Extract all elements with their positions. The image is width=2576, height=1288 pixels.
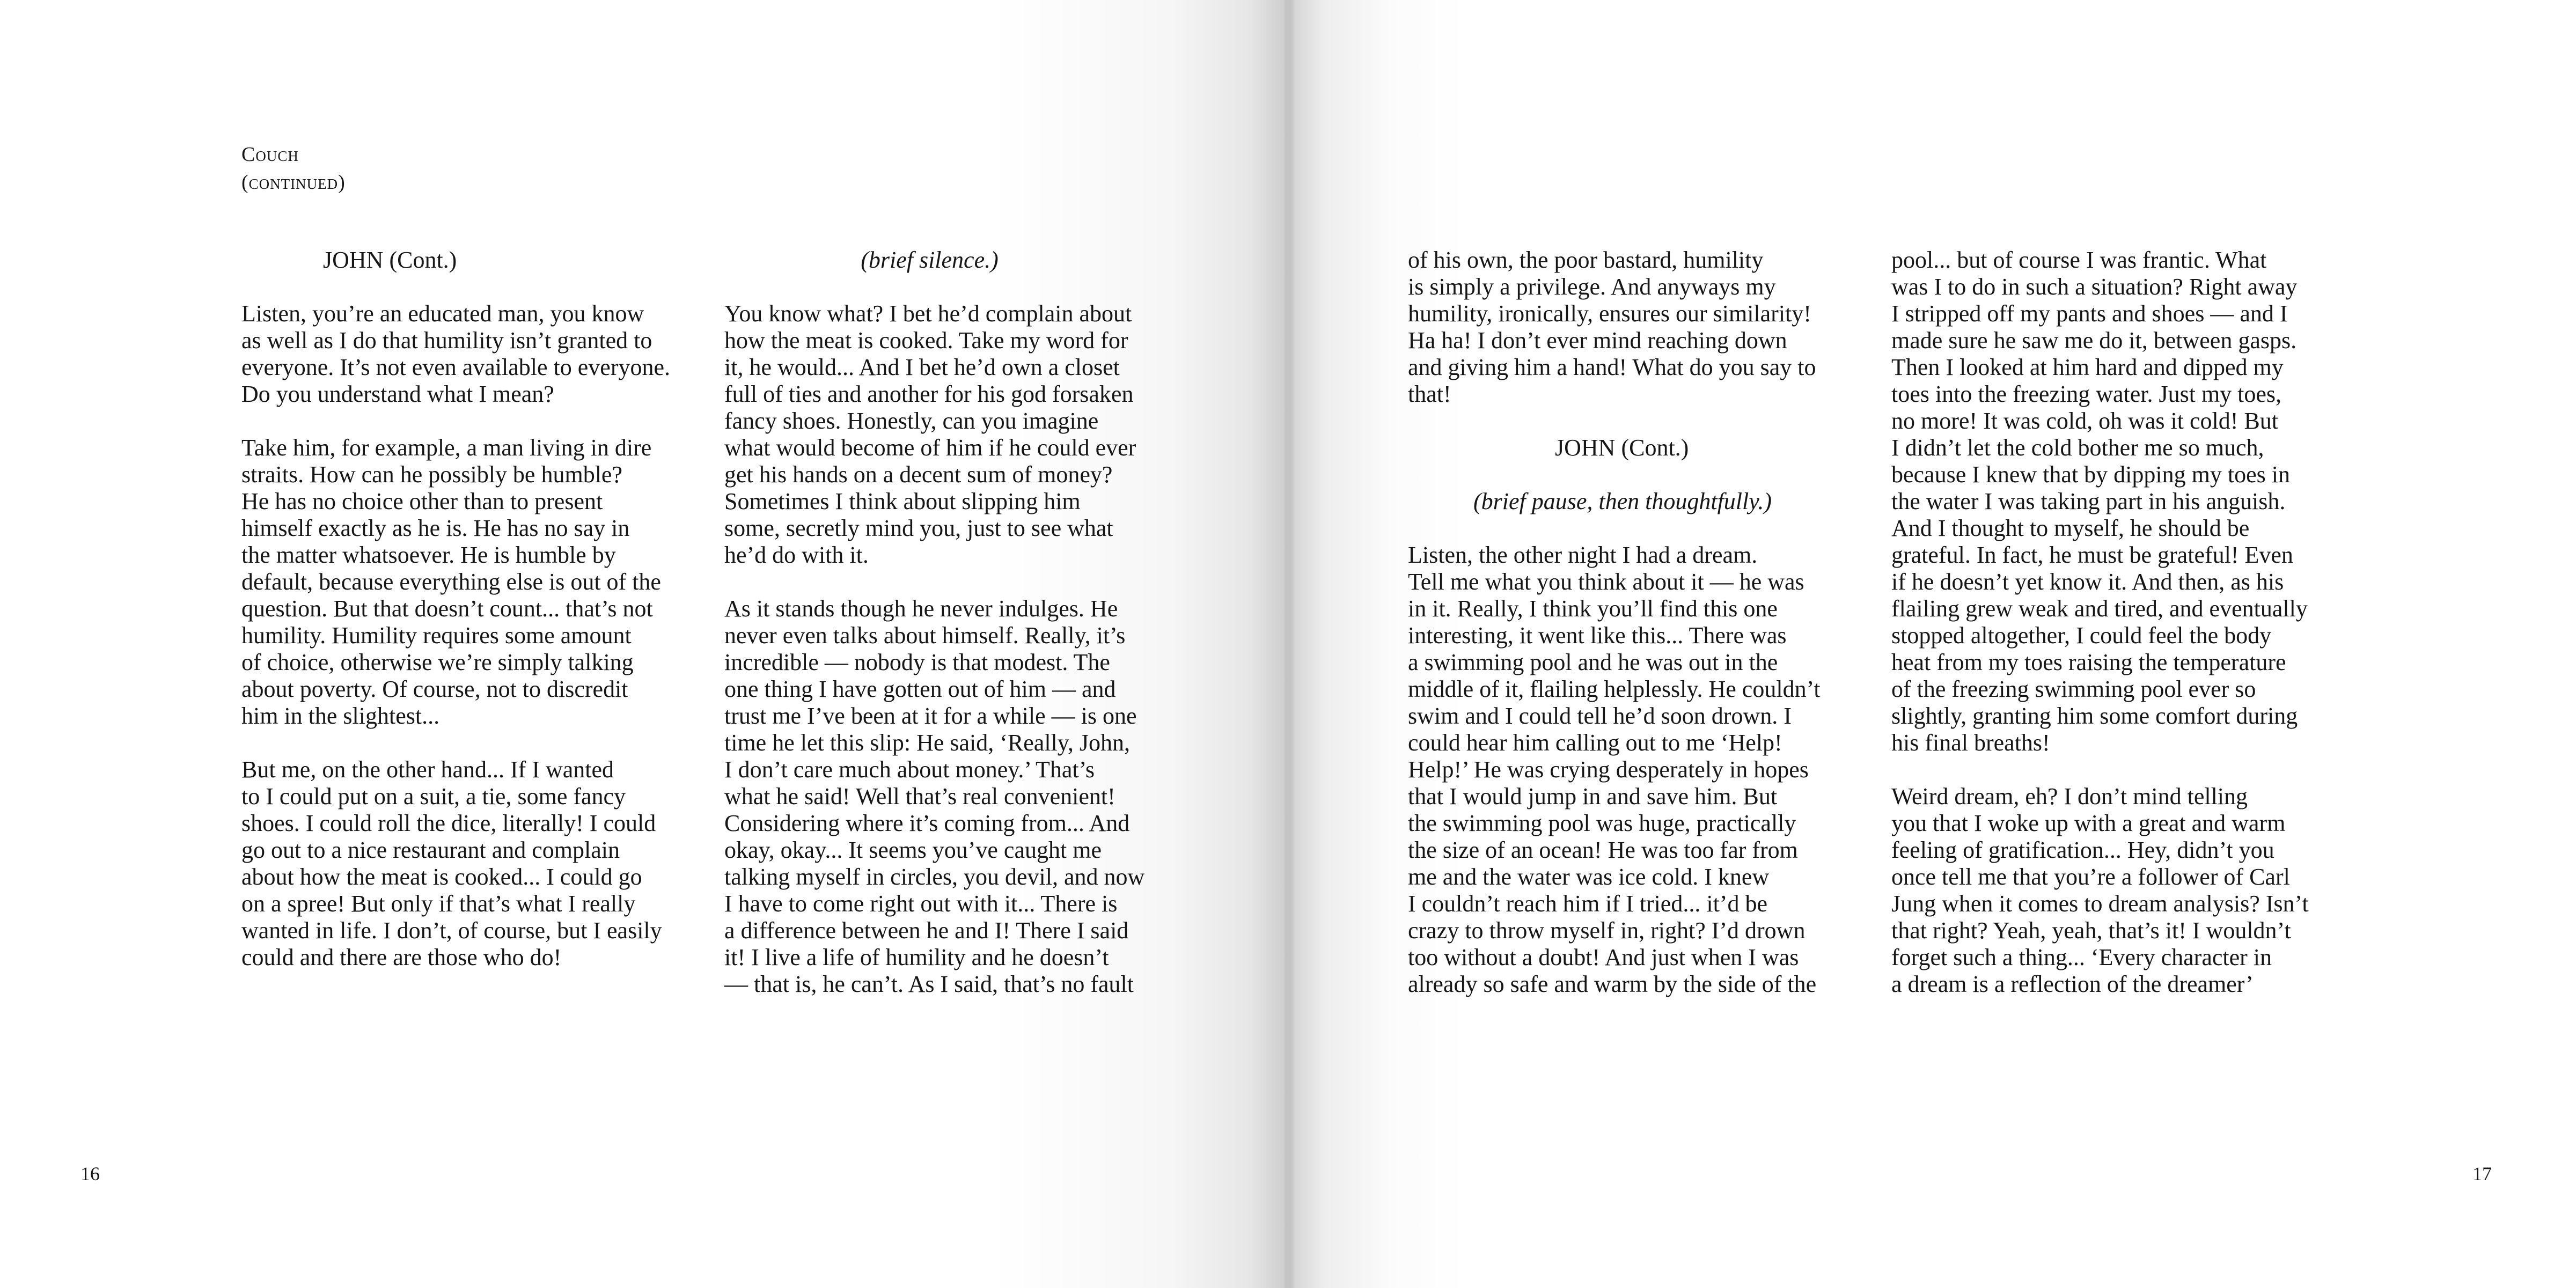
text-line: swim and I could tell he’d soon drown. I [1408, 703, 1792, 729]
text-line: some, secretly mind you, just to see what [724, 515, 1113, 541]
text-line: get his hands on a decent sum of money? [724, 461, 1113, 488]
right-page [1288, 0, 2576, 1288]
dialogue-paragraph [1408, 247, 1859, 408]
text-line: it, he would... And I bet he’d own a closet [724, 354, 1120, 380]
text-line: crazy to throw myself in, right? I’d drown [1408, 917, 1806, 944]
text-line: him in the slightest... [241, 703, 440, 729]
text-line: made sure he saw me do it, between gasps. [1891, 327, 2297, 354]
text-line: I couldn’t reach him if I tried... it’d be [1408, 890, 1767, 917]
text-line: Ha ha! I don’t ever mind reaching down [1408, 327, 1787, 354]
text-line: talking myself in circles, you devil, and now [724, 864, 1145, 890]
character-cue: JOHN (Cont.) [1555, 435, 1689, 461]
text-line: the water I was taking part in his anguish. [1891, 488, 2286, 514]
parenthetical: (brief pause, then thoughtfully.) [1473, 488, 1772, 514]
text-line: shoes. I could roll the dice, literally! I could [241, 810, 656, 836]
text-line: okay, okay... It seems you’ve caught me [724, 837, 1102, 863]
text-line: middle of it, flailing helplessly. He couldn’t [1408, 676, 1821, 702]
text-line: never even talks about himself. Really, it’s [724, 622, 1126, 649]
text-line: too without a doubt! And just when I was [1408, 944, 1799, 970]
text-line: if he doesn’t yet know it. And then, as his [1891, 569, 2284, 595]
text-line: I didn’t let the cold bother me so much, [1891, 435, 2264, 461]
text-line: is simply a privilege. And anyways my [1408, 274, 1776, 300]
text-line: a dream is a reflection of the dreamer’ [1891, 971, 2254, 997]
dialogue-paragraph [241, 756, 692, 971]
dialogue-paragraph [724, 300, 1175, 569]
text-line: Considering where it’s coming from... And [724, 810, 1130, 836]
parenthetical: (brief silence.) [861, 247, 999, 273]
text-line: I stripped off my pants and shoes — and I [1891, 300, 2288, 327]
text-line: was I to do in such a situation? Right away [1891, 274, 2298, 300]
text-line: Listen, you’re an educated man, you know [241, 300, 644, 327]
dialogue-paragraph [241, 300, 692, 408]
dialogue-paragraph [1891, 783, 2342, 998]
text-line: a swimming pool and he was out in the [1408, 649, 1778, 675]
dialogue-paragraph [724, 595, 1175, 998]
text-line: I have to come right out with it... There is [724, 890, 1118, 917]
column-4 [1891, 247, 2342, 998]
text-line: Listen, the other night I had a dream. [1408, 542, 1758, 568]
text-line: of choice, otherwise we’re simply talking [241, 649, 634, 675]
text-line: me and the water was ice cold. I knew [1408, 864, 1770, 890]
text-line: that I would jump in and save him. But [1408, 783, 1778, 809]
text-line: the swimming pool was huge, practically [1408, 810, 1796, 836]
column-3 [1408, 247, 1859, 998]
text-line: full of ties and another for his god forsaken [724, 381, 1134, 407]
text-line: in it. Really, I think you’ll find this one [1408, 595, 1778, 622]
text-line: heat from my toes raising the temperature [1891, 649, 2286, 675]
dialogue-paragraph [1408, 542, 1859, 998]
text-line: feeling of gratification... Hey, didn’t you [1891, 837, 2274, 863]
text-line: his final breaths! [1891, 730, 2050, 756]
text-line: As it stands though he never indulges. He [724, 595, 1118, 622]
column-1 [241, 247, 692, 971]
text-line: default, because everything else is out of the [241, 569, 661, 595]
text-line: already so safe and warm by the side of the [1408, 971, 1817, 997]
text-line: forget such a thing... ‘Every character in [1891, 944, 2272, 970]
text-line: stopped altogether, I could feel the body [1891, 622, 2272, 649]
dialogue-paragraph [241, 435, 692, 730]
text-line: and giving him a hand! What do you say to [1408, 354, 1816, 380]
text-line: Jung when it comes to dream analysis? Isn’t [1891, 890, 2309, 917]
text-line: time he let this slip: He said, ‘Really, John, [724, 730, 1131, 756]
text-line: once tell me that you’re a follower of Carl [1891, 864, 2290, 890]
scene-continued: (continued) [241, 171, 346, 194]
text-line: what would become of him if he could ever [724, 435, 1136, 461]
text-line: of his own, the poor bastard, humility [1408, 247, 1764, 273]
text-line: Tell me what you think about it — he was [1408, 569, 1804, 595]
text-line: pool... but of course I was frantic. What [1891, 247, 2267, 273]
character-cue: JOHN (Cont.) [323, 247, 457, 273]
text-line: slightly, granting him some comfort during [1891, 703, 2298, 729]
text-line: he’d do with it. [724, 542, 869, 568]
text-line: grateful. In fact, he must be grateful! Even [1891, 542, 2293, 568]
scene-title: Couch [241, 143, 299, 166]
page-number-left: 16 [80, 1163, 100, 1184]
text-line: Sometimes I think about slipping him [724, 488, 1081, 514]
text-line: as well as I do that humility isn’t granted to [241, 327, 652, 354]
text-line: trust me I’ve been at it for a while — is one [724, 703, 1137, 729]
dialogue-paragraph [1891, 247, 2342, 756]
text-line: Weird dream, eh? I don’t mind telling [1891, 783, 2248, 809]
text-line: it! I live a life of humility and he doesn’t [724, 944, 1109, 970]
text-line: everyone. It’s not even available to everyone. [241, 354, 671, 380]
text-line: — that is, he can’t. As I said, that’s no fault [724, 971, 1134, 997]
text-line: incredible — nobody is that modest. The [724, 649, 1110, 675]
text-line: But me, on the other hand... If I wanted [241, 756, 614, 783]
text-line: straits. How can he possibly be humble? [241, 461, 622, 488]
text-line: Take him, for example, a man living in dire [241, 435, 652, 461]
text-line: one thing I have gotten out of him — and [724, 676, 1116, 702]
text-line: a difference between he and I! There I said [724, 917, 1129, 944]
column-2 [724, 247, 1175, 998]
text-line: flailing grew weak and tired, and eventually [1891, 595, 2308, 622]
text-line: toes into the freezing water. Just my toes, [1891, 381, 2282, 407]
text-line: Do you understand what I mean? [241, 381, 554, 407]
text-line: humility. Humility requires some amount [241, 622, 632, 649]
text-line: could hear him calling out to me ‘Help! [1408, 730, 1782, 756]
text-line: He has no choice other than to present [241, 488, 603, 514]
text-line: about how the meat is cooked... I could go [241, 864, 642, 890]
text-line: humility, ironically, ensures our similarity! [1408, 300, 1811, 327]
text-line: what he said! Well that’s real convenient! [724, 783, 1115, 809]
text-line: that! [1408, 381, 1451, 407]
text-line: go out to a nice restaurant and complain [241, 837, 620, 863]
text-line: on a spree! But only if that’s what I really [241, 890, 636, 917]
text-line: that right? Yeah, yeah, that’s it! I wouldn’t [1891, 917, 2291, 944]
text-line: question. But that doesn’t count... that’s not [241, 595, 653, 622]
text-line: You know what? I bet he’d complain about [724, 300, 1132, 327]
text-line: no more! It was cold, oh was it cold! But [1891, 408, 2278, 434]
text-line: could and there are those who do! [241, 944, 562, 970]
text-line: you that I woke up with a great and warm [1891, 810, 2286, 836]
book-gutter [1286, 0, 1291, 1288]
text-line: of the freezing swimming pool ever so [1891, 676, 2256, 702]
text-line: to I could put on a suit, a tie, some fancy [241, 783, 626, 809]
text-line: the size of an ocean! He was too far from [1408, 837, 1798, 863]
text-line: Then I looked at him hard and dipped my [1891, 354, 2284, 380]
text-line: And I thought to myself, he should be [1891, 515, 2250, 541]
scene-header [241, 141, 346, 196]
text-line: because I knew that by dipping my toes in [1891, 461, 2290, 488]
text-line: how the meat is cooked. Take my word for [724, 327, 1128, 354]
text-line: wanted in life. I don’t, of course, but I easily [241, 917, 662, 944]
text-line: interesting, it went like this... There was [1408, 622, 1787, 649]
text-line: about poverty. Of course, not to discredit [241, 676, 628, 702]
text-line: Help!’ He was crying desperately in hopes [1408, 756, 1809, 783]
text-line: himself exactly as he is. He has no say in [241, 515, 630, 541]
text-line: fancy shoes. Honestly, can you imagine [724, 408, 1099, 434]
page-number-right: 17 [2472, 1163, 2492, 1184]
text-line: the matter whatsoever. He is humble by [241, 542, 616, 568]
text-line: I don’t care much about money.’ That’s [724, 756, 1095, 783]
